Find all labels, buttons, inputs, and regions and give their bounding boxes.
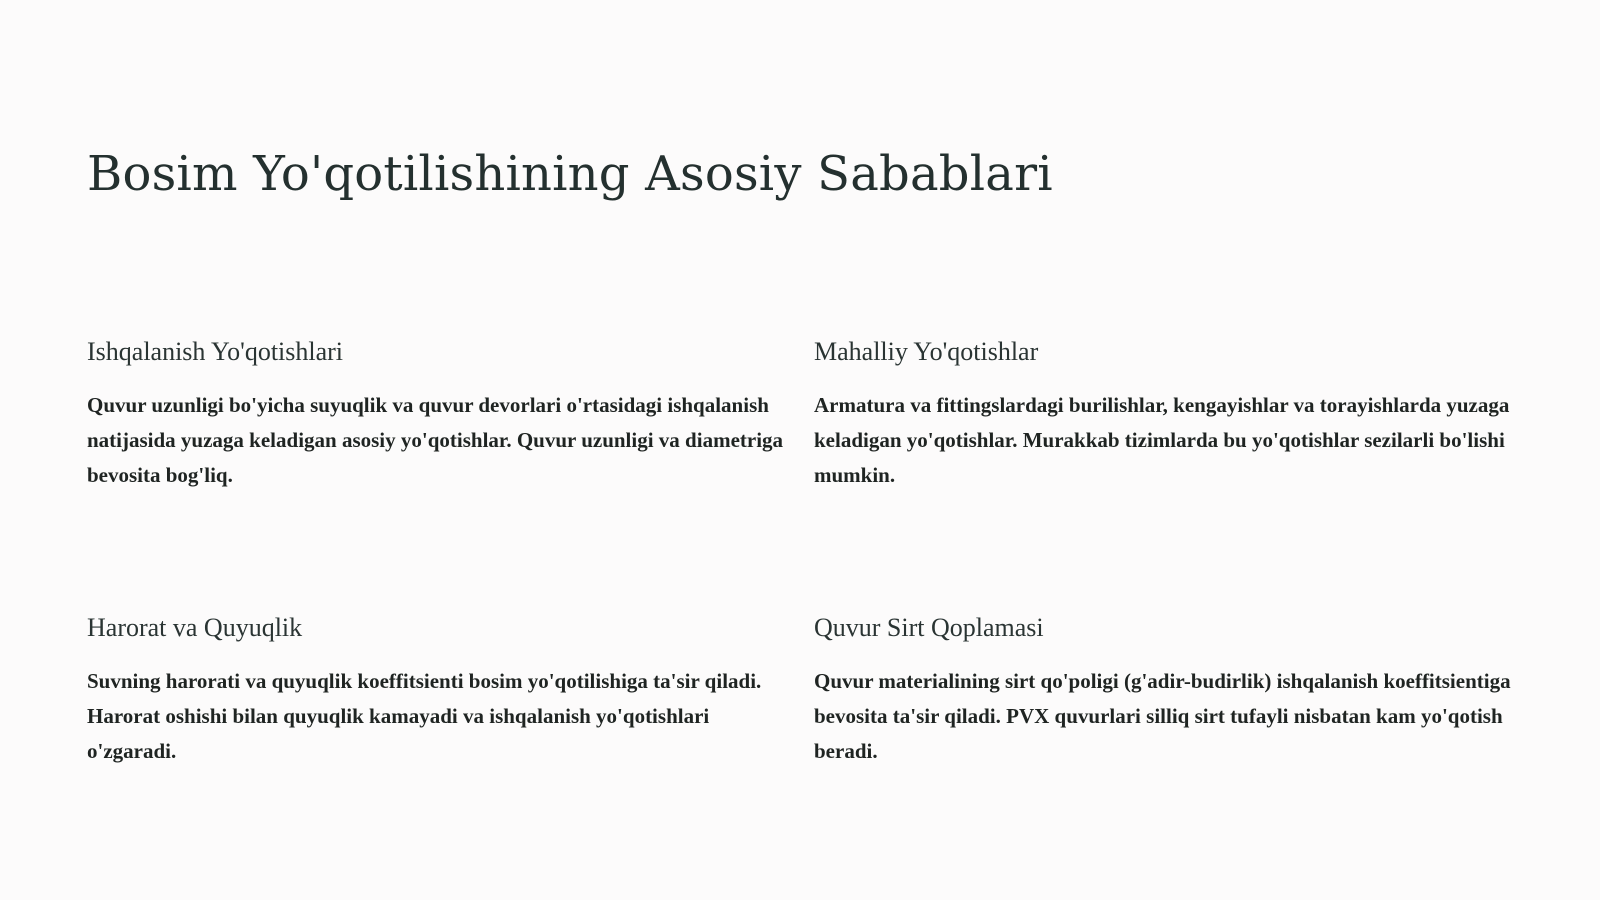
page-title: Bosim Yo'qotilishining Asosiy Sabablari (87, 146, 1053, 202)
card-heading: Harorat va Quyuqlik (87, 613, 303, 642)
card-heading: Mahalliy Yo'qotishlar (814, 337, 1039, 366)
card-text: Suvning harorati va quyuqlik koeffitsienti bosim yo'qotilishiga ta'sir qiladi. Harorat oshishi bilan quyuqlik kamayadi va ishqalanish yo'qotishlari o'zgaradi. (87, 669, 762, 763)
card-heading: Ishqalanish Yo'qotishlari (87, 337, 344, 366)
card-local-losses (814, 336, 1534, 493)
card-heading: Quvur Sirt Qoplamasi (814, 613, 1044, 642)
card-temperature-viscosity (87, 612, 787, 769)
card-text: Quvur materialining sirt qo'poligi (g'adir-budirlik) ishqalanish koeffitsientiga bevosita ta'sir qiladi. PVX quvurlari silliq sirt tufayli nisbatan kam yo'qotish beradi. (814, 669, 1511, 763)
card-text: Armatura va fittingslardagi burilishlar, kengayishlar va torayishlarda yuzaga keladigan yo'qotishlar. Murakkab tizimlarda bu yo'qotishlar sezilarli bo'lishi mumkin. (814, 393, 1510, 487)
card-friction-losses (87, 336, 787, 493)
card-text: Quvur uzunligi bo'yicha suyuqlik va quvur devorlari o'rtasidagi ishqalanish natijasida yuzaga keladigan asosiy yo'qotishlar. Quvur uzunligi va diametriga bevosita bog'liq. (87, 393, 784, 487)
card-pipe-surface (814, 612, 1534, 769)
